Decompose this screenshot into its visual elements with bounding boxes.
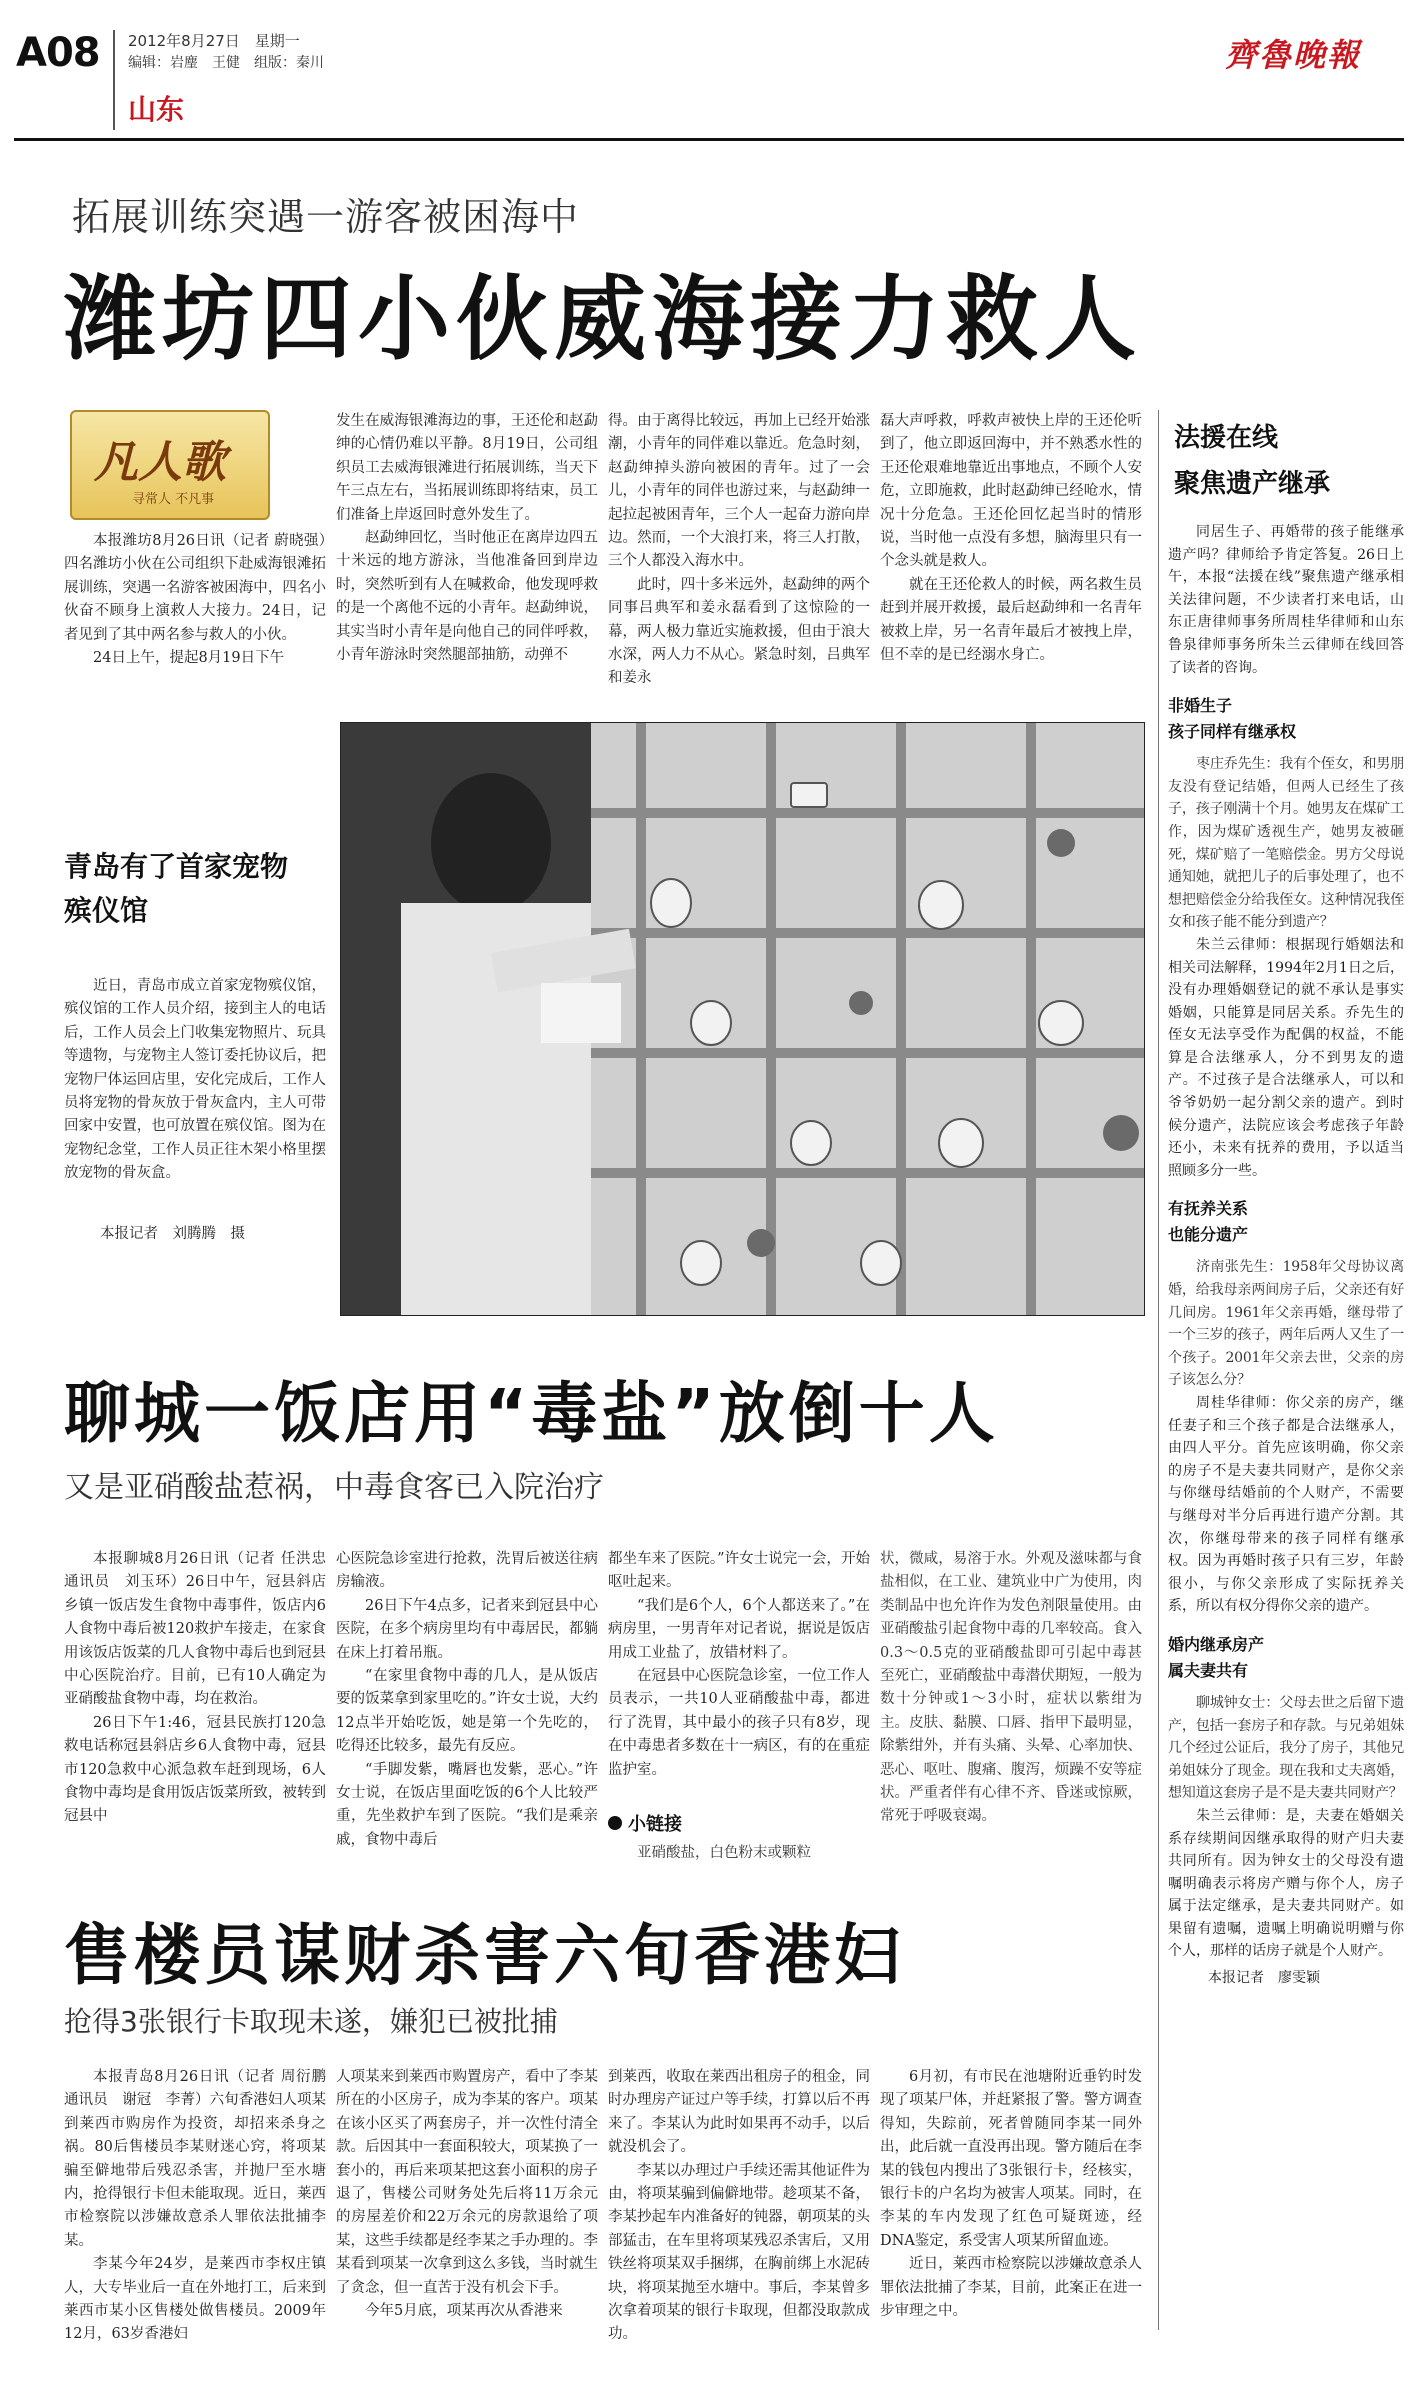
pet-story-body (64, 975, 326, 1205)
story1-headline: 潍坊四小伙威海接力救人 (64, 266, 1143, 373)
header-divider (113, 30, 115, 130)
story2-para: 26日下午1:46，冠县民族打120急救电话称冠县斜店乡6人食物中毒，冠县市120急救中心派急救车赶到现场，6人食物中毒均是食用饭店饭菜所致，被转到冠县中 (64, 1714, 326, 1825)
story2-para: 本报聊城8月26日讯（记者 任洪忠 通讯员 刘玉环）26日中午，冠县斜店乡镇一饭店发生食物中毒事件，饭店内6人食物中毒后被120救护车接走，在家食用该饭店饭菜的几人食物中毒后也到冠县中心医院治疗。目前，已有10人确定为亚硝酸盐食物中毒，均在救治。 (64, 1551, 326, 1708)
q3-heading-1: 婚内继承房产 (1168, 1634, 1265, 1654)
story3-para: 李某今年24岁，是莱西市李权庄镇人，大专毕业后一直在外地打工，后来到莱西市某小区售楼处做售楼员。2009年12月，63岁香港妇 (64, 2256, 326, 2343)
q2-question: 济南张先生：1958年父母协议离婚，给我母亲两间房子后，父亲还有好几间房。1961年父亲再婚，继母带了一个三岁的孩子，两年后两人又生了一个孩子。2001年父亲去世，父亲的房子该怎么分？ (1168, 1259, 1404, 1389)
story1-col4 (880, 410, 1142, 696)
story1-para: 就在王还伦救人的时候，两名救生员赶到并展开救援，最后赵勐绅和一名青年被救上岸，另一名青年最后才被拽上岸，但不幸的是已经溺水身亡。 (880, 576, 1142, 664)
pet-memorial-photo (340, 722, 1145, 1316)
story2-para: “手脚发紫，嘴唇也发紫，恶心。”许女士说，在饭店里面吃饭的6个人比较严重，先坐救护车到了医院。“我们是乘亲戚，食物中毒后 (336, 1761, 598, 1848)
story1-para: 24日上午，提起8月19日下午 (93, 650, 285, 667)
q2-heading-1: 有抚养关系 (1168, 1199, 1249, 1219)
link-box-label: 小链接 (628, 1814, 682, 1835)
link-box-title (608, 1810, 682, 1836)
q2-heading-2: 也能分遗产 (1168, 1225, 1249, 1245)
newspaper-logo: 齊魯晚報 (1225, 36, 1362, 74)
sidebar-title-1: 法援在线 (1174, 423, 1279, 453)
editors-line: 编辑：岩麈 王健 组版：秦川 (128, 55, 324, 71)
story3-col2 (336, 2066, 598, 2362)
story1-col2 (336, 410, 598, 696)
story2-para: 心医院急诊室进行抢救，洗胃后被送往病房输液。 (336, 1551, 598, 1591)
story1-para: 赵勐绅回忆，当时他正在离岸边四五十米远的地方游泳，当他准备回到岸边时，突然听到有人在喊救命，他发现呼救的是一个离他不远的小青年。赵勐绅说，其实当时小青年是向他自己的同伴呼救，小青年游泳时突然腿部抽筋，动弹不 (336, 530, 598, 664)
link-box-body: 状，微咸，易溶于水。外观及滋味都与食盐相似，在工业、建筑业中广为使用，肉类制品中也允许作为发色剂限量使用。由亚硝酸盐引起食物中毒的几率较高。食入0.3～0.5克的亚硝酸盐即可引起中毒甚至死亡，亚硝酸盐中毒潜伏期短，一般为数十分钟或1～3小时，症状以紫绀为主。皮肤、黏膜、口唇、指甲下最明显，除紫绀外，并有头痛、头晕、心率加快、恶心、呕吐、腹痛、腹泻，烦躁不安等症状。严重者伴有心律不齐、昏迷或惊厥，常死于呼吸衰竭。 (880, 1551, 1142, 1825)
fanren-logo-sub: 寻常人 不凡事 (132, 492, 215, 507)
pet-story-title: 青岛有了首家宠物殡仪馆 (64, 850, 289, 927)
story2-para: “我们是6个人，6个人都送来了。”在病房里，一男青年对记者说，据说是饭店用成工业盐了，放错材料了。 (608, 1597, 870, 1661)
fanren-logo (70, 410, 270, 520)
story3-headline: 售楼员谋财杀害六旬香港妇 (64, 1917, 904, 1994)
story1-kicker: 拓展训练突遇一游客被困海中 (72, 195, 580, 239)
story2-col4 (880, 1548, 1142, 1870)
story1-para: 得。由于离得比较远，再加上已经开始涨潮，小青年的同伴难以靠近。危急时刻，赵勐绅掉头游向被困的青年。过了一会儿，小青年的同伴也游过来，与赵勐绅一起拉起被困青年，三个人一起奋力游向岸边。然而，一个大浪打来，将三人打散，三个人都没入海水中。 (608, 413, 870, 570)
story1-para: 发生在威海银滩海边的事，王还伦和赵勐绅的心情仍难以平静。8月19日，公司组织员工去威海银滩进行拓展训练，当天下午三点左右，当拓展训练即将结束，员工们准备上岸返回时意外发生了。 (336, 413, 598, 523)
legal-sidebar (1168, 415, 1404, 2345)
story3-col1 (64, 2066, 326, 2362)
story2-col2 (336, 1548, 598, 1870)
story1-col1 (64, 530, 326, 696)
story3-para: 本报青岛8月26日讯（记者 周衍鹏 通讯员 谢冠 李菁）六旬香港妇人项某到莱西市购房作为投资，却招来杀身之祸。80后售楼员李某财迷心窍，将项某骗至僻地带后残忍杀害，并抛尸至水塘内，抢得银行卡但未能取现。近日，莱西市检察院以涉嫌故意杀人罪依法批捕李某。 (64, 2069, 326, 2249)
story3-para: 今年5月底，项某再次从香港来 (365, 2303, 563, 2320)
page-number: A08 (16, 30, 100, 76)
story1-para: 磊大声呼救，呼救声被快上岸的王还伦听到了，他立即返回海中，并不熟悉水性的王还伦艰难地靠近出事地点，不顾个人安危，立即施救，此时赵勐绅已经呛水，情况十分危急。王还伦回忆起当时的情形说，当时他一点没有多想，脑海里只有一个念头就是救人。 (880, 413, 1142, 570)
story3-subhead: 抢得3张银行卡取现未遂，嫌犯已被批捕 (64, 2005, 558, 2038)
story3-para: 李某以办理过户手续还需其他证件为由，将项某骗到偏僻地带。趁项某不备，李某抄起车内准备好的钝器，朝项某的头部猛击，在车里将项某残忍杀害后，又用铁丝将项某双手捆绑，在胸前绑上水泥砖块，将项某抛至水塘中。事后，李某曾多次拿着项某的银行卡取现，但都没取款成功。 (608, 2162, 870, 2343)
sidebar-intro: 同居生子、再婚带的孩子能继承遗产吗？律师给予肯定答复。26日上午，本报“法援在线”聚焦遗产继承相关法律问题，不少读者打来电话，山东正唐律师事务所周桂华律师和山东鲁泉律师事务所朱兰云律师在线回答了读者的咨询。 (1168, 524, 1404, 676)
story2-headline-quote: “毒盐” (484, 1375, 719, 1452)
story3-para: 近日，莱西市检察院以涉嫌故意杀人罪依法批捕了李某，目前，此案正在进一步审理之中。 (880, 2256, 1142, 2320)
story2-col3 (608, 1548, 870, 1806)
link-box-icon (608, 1816, 622, 1830)
story3-para: 到莱西，收取在莱西出租房子的租金，同时办理房产证过户等手续，打算以后不再来了。李某认为此时如果再不动手，以后就没机会了。 (608, 2069, 870, 2156)
story2-col1 (64, 1548, 326, 1870)
q1-answer: 朱兰云律师：根据现行婚姻法和相关司法解释，1994年2月1日之后，没有办理婚姻登记的就不承认是事实婚姻，只能算是同居关系。乔先生的侄女无法享受作为配偶的权益，不能算是合法继承人，分不到男友的遗产。不过孩子是合法继承人，可以和爷爷奶奶一起分割父亲的遗产。到时候分遗产，法院应该会考虑孩子年龄还小，未来有抚养的费用，予以适当照顾多分一些。 (1168, 936, 1404, 1179)
story3-para: 人项某来到莱西市购置房产，看中了李某所在的小区房子，成为李某的客户。项某在该小区买了两套房子，并一次性付清全款。后因其中一套面积较大，项某换了一套小的，再后来项某把这套小面积的房子退了，售楼公司财务处先后将11万余元的房屋差价和22万余元的房款退给了项某，这些手续都是经李某之手办理的。李某看到项某一次拿到这么多钱，当时就生了贪念，但一直苦于没有机会下手。 (336, 2069, 598, 2296)
story2-para: 都坐车来了医院。”许女士说完一会，开始呕吐起来。 (608, 1551, 870, 1591)
sidebar-title-2: 聚焦遗产继承 (1174, 469, 1331, 499)
fanren-logo-text: 凡人歌 (94, 437, 226, 488)
sidebar-credit: 本报记者 廖雯颖 (1208, 1970, 1320, 1987)
link-box-lead (608, 1842, 870, 1870)
story3-para: 6月初，有市民在池塘附近垂钓时发现了项某尸体，并赶紧报了警。警方调查得知，失踪前，死者曾随同李某一同外出，此后就一直没再出现。警方随后在李某的钱包内搜出了3张银行卡，经核实，银行卡的户名均为被害人项某。同时，在李某的车内发现了红色可疑斑迹，经DNA鉴定，系受害人项某所留血迹。 (880, 2069, 1142, 2249)
pet-story-paragraph: 近日，青岛市成立首家宠物殡仪馆，殡仪馆的工作人员介绍，接到主人的电话后，工作人员会上门收集宠物照片、玩具等遗物，与宠物主人签订委托协议后，把宠物尸体运回店里，安化完成后，工作人员将宠物的骨灰放于骨灰盒内，主人可带回家中安置，也可放置在殡仪馆。图为在宠物纪念堂，工作人员正往木架小格里摆放宠物的骨灰盒。 (64, 978, 326, 1182)
story2-headline-b: 放倒十人 (718, 1375, 999, 1452)
pet-photo-credit: 本报记者 刘腾腾 摄 (100, 1226, 245, 1242)
q1-heading-2: 孩子同样有继承权 (1168, 722, 1297, 742)
story1-para: 本报潍坊8月26日讯（记者 蔚晓强）四名潍坊小伙在公司组织下赴威海银滩拓展训练，突遇一名游客被困海中，四名小伙奋不顾身上演救人大接力。24日，记者见到了其中两名参与救人的小伙。 (64, 533, 326, 643)
story2-headline (64, 1360, 999, 1455)
section-label: 山东 (128, 93, 185, 126)
sidebar-divider (1158, 410, 1159, 2330)
header-rule (14, 138, 1404, 141)
q3-question: 聊城钟女士：父母去世之后留下遗产，包括一套房子和存款。与兄弟姐妹几个经过公证后，我分了房子，其他兄弟姐妹分了现金。现在我和丈夫离婚，想知道这套房子是不是夫妻共同财产？ (1168, 1694, 1404, 1802)
story2-subhead: 又是亚硝酸盐惹祸，中毒食客已入院治疗 (64, 1470, 604, 1505)
q3-answer: 朱兰云律师：是，夫妻在婚姻关系存续期间因继承取得的财产归夫妻共同所有。因为钟女士的父母没有遗嘱明确表示将房产赠与你个人，房子属于法定继承，是夫妻共同财产。如果留有遗嘱，遗嘱上明确说明赠与你个人，那样的话房子就是个人财产。 (1168, 1807, 1404, 1960)
photo-illustration (341, 723, 1145, 1316)
story2-para: “在家里食物中毒的几人，是从饭店要的饭菜拿到家里吃的。”许女士说，大约12点半开始吃饭，她是第一个先吃的，吃得还比较多，最先有反应。 (336, 1668, 598, 1755)
story3-col3 (608, 2066, 870, 2362)
q2-answer: 周桂华律师：你父亲的房产，继任妻子和三个孩子都是合法继承人，由四人平分。首先应该明确，你父亲的房子不是夫妻共同财产，是你父亲与你继母结婚前的个人财产，不需要与继母对半分后再进行遗产分割。其次，你继母带来的孩子同样有继承权。因为再婚时孩子只有三岁，年龄很小，与你父亲形成了实际抚养关系，所以有权分得你父亲的遗产。 (1168, 1395, 1404, 1615)
story2-para: 在冠县中心医院急诊室，一位工作人员表示，一共10人亚硝酸盐中毒，都进行了洗胃，其中最小的孩子只有8岁，现在中毒患者多数在十一病区，有的在重症监护室。 (608, 1668, 870, 1778)
story3-col4 (880, 2066, 1142, 2362)
q3-heading-2: 属夫妻共有 (1168, 1660, 1249, 1680)
link-box-lead-text: 亚硝酸盐，白色粉末或颗粒 (637, 1845, 811, 1861)
q1-question: 枣庄乔先生：我有个侄女，和男朋友没有登记结婚，但两人已经生了孩子，孩子刚满十个月。她男友在煤矿工作，因为煤矿透视生产，她男友被砸死，煤矿赔了一笔赔偿金。男方父母说通知她，就把儿子的后事处理了，也不想把赔偿金分给我侄女。这种情况我侄女和孩子能不能分到遗产？ (1168, 756, 1404, 931)
q1-heading-1: 非婚生子 (1168, 696, 1233, 716)
story2-headline-a: 聊城一饭店用 (64, 1375, 484, 1452)
story1-col3 (608, 410, 870, 696)
date-line: 2012年8月27日 星期一 (128, 32, 300, 50)
story1-para: 此时，四十多米远外，赵勐绅的两个同事吕典军和姜永磊看到了这惊险的一幕，两人极力靠近实施救援，但由于浪大水深，两人力不从心。紧急时刻，吕典军和姜永 (608, 576, 870, 687)
story2-para: 26日下午4点多，记者来到冠县中心医院，在多个病房里均有中毒居民，都躺在床上打着吊瓶。 (336, 1597, 598, 1661)
